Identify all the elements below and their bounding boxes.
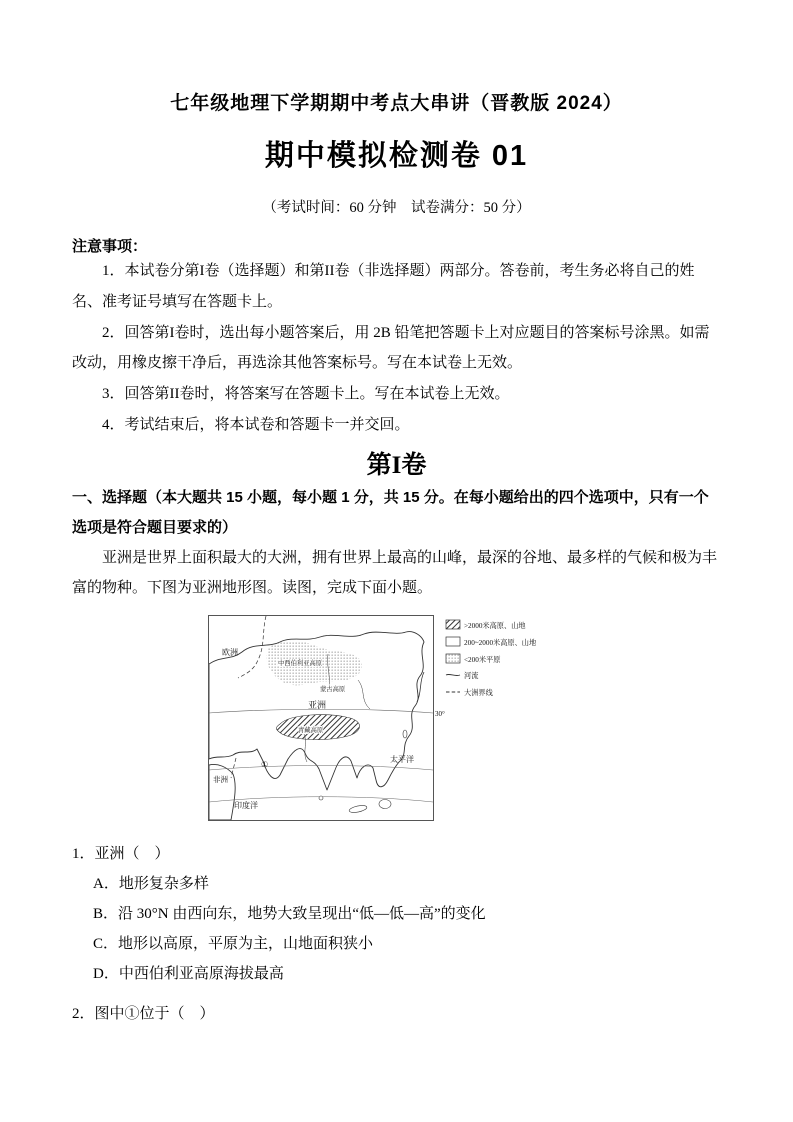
label-pacific-ocean: 太平洋 [390,755,414,764]
question-passage: 亚洲是世界上面积最大的大洲，拥有世界上最高的山峰，最深的谷地、最多样的气候和极为丰富的物种。下图为亚洲地形图。读图，完成下面小题。 [72,549,718,597]
map-legend [446,620,536,697]
label-africa: 非洲 [213,775,228,784]
legend-hatched-box [446,620,460,629]
question-1 [72,839,721,989]
question-1-option-b: B．沿 30°N 由西向东，地势大致呈现出“低—低—高”的变化 [93,906,486,922]
label-asia: 亚洲 [308,700,327,710]
legend-label: <200米平原 [464,656,501,664]
question-1-option-c: C．地形以高原，平原为主，山地面积狭小 [93,936,374,952]
question-1-option-d: D．中西伯利亚高原海拔最高 [93,966,284,982]
label-indian-ocean: 印度洋 [234,801,258,810]
notice-heading: 注意事项： [72,238,148,255]
marker-1-label: ① [261,760,269,769]
question-2-stem: 2．图中①位于（ ） [72,1006,215,1022]
notice-item-3: 3．回答第II卷时，将答案写在答题卡上。写在本试卷上无效。 [102,386,510,402]
label-europe: 欧洲 [222,648,238,657]
legend-river-symbol [446,674,460,675]
legend-dotted-box [446,654,460,663]
legend-white-box [446,637,460,646]
paper-title: 期中模拟检测卷 01 [264,140,529,172]
volume-title: 第I卷 [366,451,427,479]
island [319,796,323,800]
notice-item-4: 4．考试结束后，将本试卷和答题卡一并交回。 [102,416,410,433]
question-1-option-a: A．地形复杂多样 [93,876,209,892]
label-qingzang-plateau: 青藏高原 [298,727,324,734]
notice-item-2: 2．回答第I卷时，选出每小题答案后，用 2B 铅笔把答题卡上对应题目的答案标号涂黑。如需改动，用橡皮擦干净后，再选涂其他答案标号。写在本试卷上无效。 [72,324,710,372]
asia-map-figure [208,612,721,829]
island [379,800,391,809]
africa-coastline [209,764,235,820]
legend-label: 河流 [464,672,479,680]
notice-item-1: 1．本试卷分第I卷（选择题）和第II卷（非选择题）两部分。答卷前，考生务必将自己的姓名、准考证号填写在答题卡上。 [72,263,695,310]
legend-label: 200~2000米高原、山地 [464,639,537,647]
question-2 [72,999,721,1029]
legend-label: 大洲界线 [464,689,493,697]
asia-topography-map [208,612,560,824]
label-mongolia-plateau: 蒙古高原 [320,686,346,693]
course-title: 七年级地理下学期期中考点大串讲（晋教版 2024） [170,93,623,114]
legend-label: >2000米高原、山地 [464,622,526,630]
exam-info: （考试时间：60 分钟 试卷满分：50 分） [262,200,531,216]
latitude-30-label: 30° [435,710,445,718]
label-central-siberia: 中西伯利亚高原 [278,660,323,667]
island [403,730,407,738]
question-1-stem: 1．亚洲（ ） [72,846,170,862]
section-heading: 一、选择题（本大题共 15 小题，每小题 1 分，共 15 分。在每小题给出的四个选项中，只有一个选项是符合题目要求的） [72,488,709,536]
